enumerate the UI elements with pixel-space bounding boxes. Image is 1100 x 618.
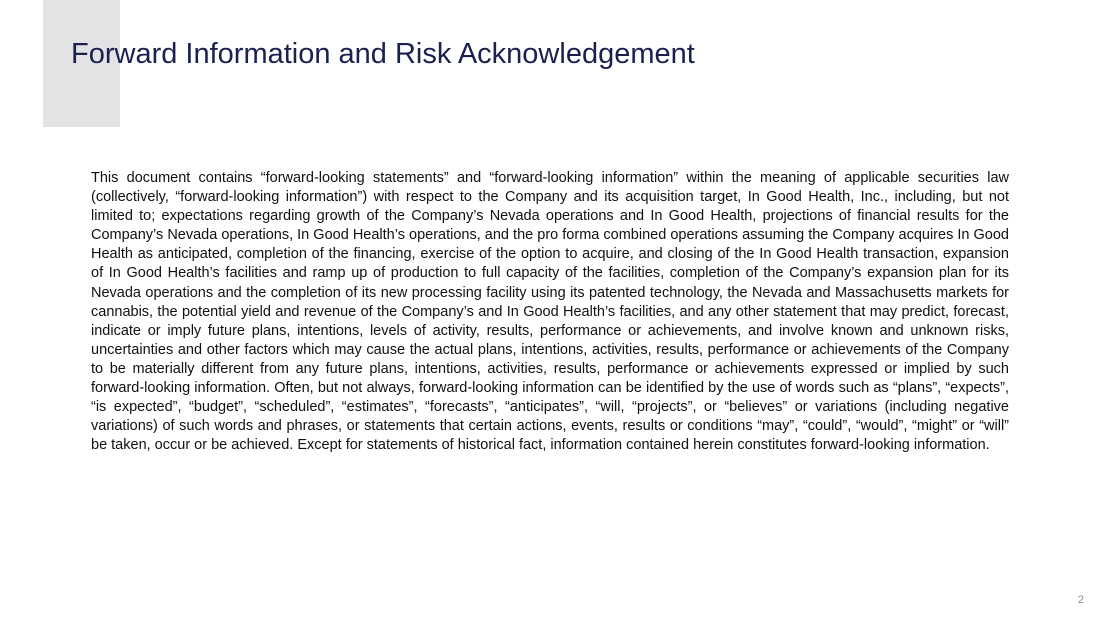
disclaimer-paragraph: This document contains “forward-looking statements” and “forward-looking information” within the meaning of applicable securities law (collectively, “forward-looking information”) with respect to the Company and its acquisition target, In Good Health, Inc., including, but not limited to; expectations regarding growth of the Company’s Nevada operations and In Good Health, projections of financial results for the Company’s Nevada operations, In Good Health’s operations, and the pro forma combined operations assuming the Company acquires In Good Health as anticipated, completion of the financing, exercise of the option to acquire, and closing of the In Good Health transaction, expansion of In Good Health’s facilities and ramp up of production to full capacity of the facilities, completion of the Company’s expansion plan for its Nevada operations and the completion of its new processing facility using its patented technology, the Nevada and Massachusetts markets for cannabis, the potential yield and revenue of the Company’s and In Good Health’s facilities, and any other statement that may predict, forecast, indicate or imply future plans, intentions, levels of activity, results, performance or achievements, and involve known and unknown risks, uncertainties and other factors which may cause the actual plans, intentions, activities, results, performance or achievements of the Company to be materially different from any future plans, intentions, activities, results, performance or achievements expressed or implied by such forward-looking information. Often, but not always, forward-looking information can be identified by the use of words such as “plans”, “expects”, “is expected”, “budget”, “scheduled”, “estimates”, “forecasts”, “anticipates”, “will, “projects”, or “believes” or variations (including negative variations) of such words and phrases, or statements that certain actions, events, results or conditions “may”, “could”, “would”, “might” or “will” be taken, occur or be achieved. Except for statements of historical fact, information contained herein constitutes forward-looking information. [91,170,1009,454]
slide-title: Forward Information and Risk Acknowledgement [71,38,695,70]
page-number: 2 [1077,594,1084,606]
